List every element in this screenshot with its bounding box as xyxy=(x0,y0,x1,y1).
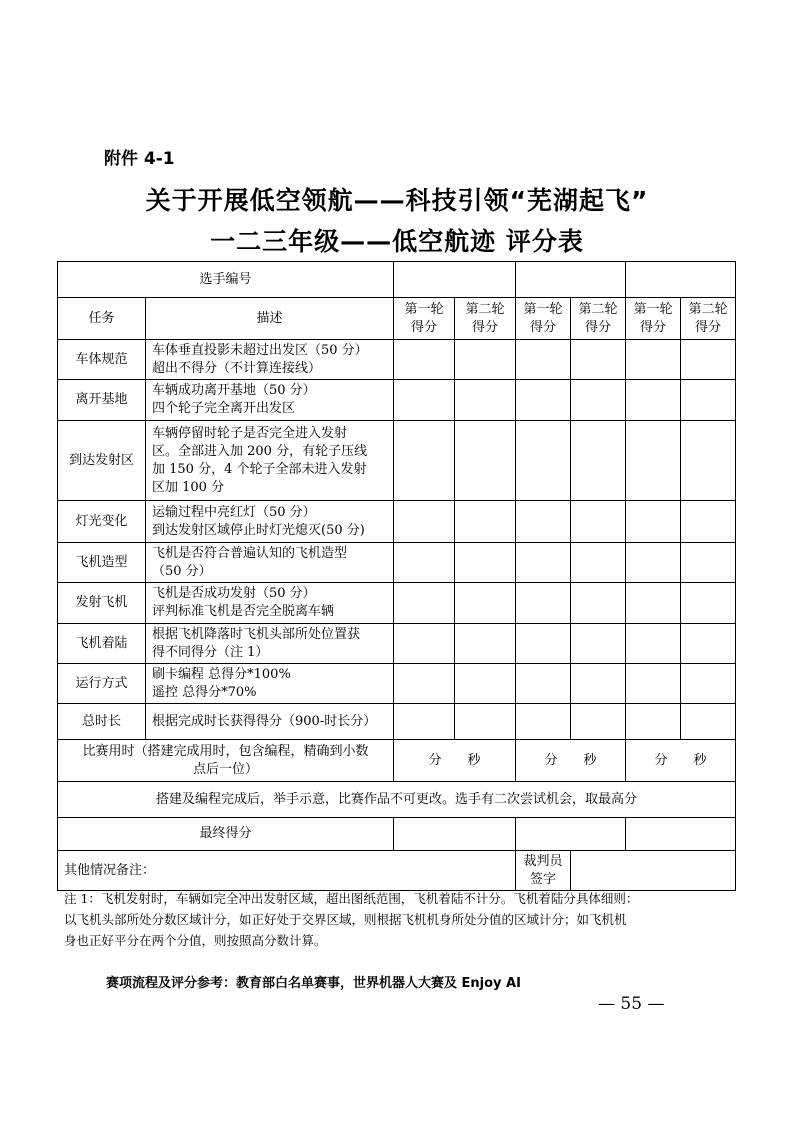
player-number-cell[interactable] xyxy=(516,262,626,298)
score-cell[interactable] xyxy=(455,380,516,421)
score-cell[interactable] xyxy=(394,624,455,664)
time-cell[interactable]: 分 秒 xyxy=(626,740,736,782)
score-cell[interactable] xyxy=(455,421,516,501)
task-label: 灯光变化 xyxy=(58,501,146,543)
time-label: 比赛用时（搭建完成用时，包含编程，精确到小数 点后一位） xyxy=(58,740,394,782)
player-number-label: 选手编号 xyxy=(58,262,394,298)
table-row xyxy=(58,543,736,583)
task-description: 根据完成时长获得得分（900-时长分） xyxy=(146,704,394,740)
score-cell[interactable] xyxy=(455,664,516,704)
score-cell[interactable] xyxy=(455,543,516,583)
time-cell[interactable]: 分 秒 xyxy=(516,740,626,782)
score-cell[interactable] xyxy=(516,704,571,740)
round-header: 第二轮 得分 xyxy=(681,298,736,340)
score-cell[interactable] xyxy=(516,380,571,421)
score-cell[interactable] xyxy=(626,624,681,664)
score-cell[interactable] xyxy=(571,340,626,380)
task-label: 到达发射区 xyxy=(58,421,146,501)
task-description: 飞机是否符合普遍认知的飞机造型 （50 分） xyxy=(146,543,394,583)
rule-note: 搭建及编程完成后，举手示意，比赛作品不可更改。选手有二次尝试机会，取最高分 xyxy=(58,782,736,818)
score-cell[interactable] xyxy=(681,583,736,624)
score-cell[interactable] xyxy=(626,421,681,501)
score-cell[interactable] xyxy=(455,624,516,664)
page-number: — 55 — xyxy=(598,994,665,1014)
score-cell[interactable] xyxy=(516,583,571,624)
score-cell[interactable] xyxy=(681,340,736,380)
round-header: 第一轮 得分 xyxy=(626,298,681,340)
task-label: 车体规范 xyxy=(58,340,146,380)
player-number-cell[interactable] xyxy=(394,262,516,298)
table-row xyxy=(58,583,736,624)
col-task-header: 任务 xyxy=(58,298,146,340)
task-label: 离开基地 xyxy=(58,380,146,421)
time-row xyxy=(58,740,736,782)
score-cell[interactable] xyxy=(681,664,736,704)
score-cell[interactable] xyxy=(626,340,681,380)
task-label: 总时长 xyxy=(58,704,146,740)
footnote-line: 以飞机头部所处分数区域计分，如正好处于交界区域，则根据飞机机身所处分值的区域计分；如飞机机 xyxy=(64,912,627,927)
task-label: 飞机造型 xyxy=(58,543,146,583)
score-cell[interactable] xyxy=(571,624,626,664)
score-cell[interactable] xyxy=(626,380,681,421)
score-cell[interactable] xyxy=(516,421,571,501)
final-score-cell[interactable] xyxy=(394,818,516,851)
score-cell[interactable] xyxy=(516,543,571,583)
score-cell[interactable] xyxy=(516,501,571,543)
score-cell[interactable] xyxy=(626,543,681,583)
table-row xyxy=(58,664,736,704)
footnote-line: 注 1：飞机发射时，车辆如完全冲出发射区域，超出图纸范围，飞机着陆不计分。飞机着陆分具体细则： xyxy=(64,891,639,906)
score-cell[interactable] xyxy=(571,501,626,543)
score-cell[interactable] xyxy=(681,421,736,501)
table-row xyxy=(58,624,736,664)
task-label: 飞机着陆 xyxy=(58,624,146,664)
judge-sign-cell[interactable] xyxy=(571,851,736,891)
reference-note: 赛项流程及评分参考：教育部白名单赛事，世界机器人大赛及 Enjoy AI xyxy=(106,976,521,991)
rule-note-row xyxy=(58,782,736,818)
judge-sign-label: 裁判员 签字 xyxy=(516,851,571,891)
player-number-cell[interactable] xyxy=(626,262,736,298)
final-score-label: 最终得分 xyxy=(58,818,394,851)
score-cell[interactable] xyxy=(394,380,455,421)
final-score-cell[interactable] xyxy=(516,818,626,851)
score-cell[interactable] xyxy=(394,340,455,380)
table-row xyxy=(58,501,736,543)
task-label: 发射飞机 xyxy=(58,583,146,624)
score-cell[interactable] xyxy=(571,543,626,583)
task-description: 飞机是否成功发射（50 分） 评判标准飞机是否完全脱离车辆 xyxy=(146,583,394,624)
score-cell[interactable] xyxy=(681,501,736,543)
footnote-line: 身也正好平分在两个分值，则按照高分数计算。 xyxy=(64,933,327,948)
score-cell[interactable] xyxy=(516,664,571,704)
remarks-row xyxy=(58,851,736,891)
score-cell[interactable] xyxy=(394,583,455,624)
score-cell[interactable] xyxy=(394,543,455,583)
score-cell[interactable] xyxy=(394,704,455,740)
round-header: 第二轮 得分 xyxy=(455,298,516,340)
player-number-row xyxy=(58,262,736,298)
round-header: 第二轮 得分 xyxy=(571,298,626,340)
score-cell[interactable] xyxy=(571,704,626,740)
score-table xyxy=(57,261,736,891)
score-cell[interactable] xyxy=(394,664,455,704)
table-row xyxy=(58,340,736,380)
task-description: 根据飞机降落时飞机头部所处位置获 得不同得分（注 1） xyxy=(146,624,394,664)
score-cell[interactable] xyxy=(394,501,455,543)
task-description: 运输过程中亮红灯（50 分） 到达发射区域停止时灯光熄灭(50 分) xyxy=(146,501,394,543)
header-row xyxy=(58,298,736,340)
score-cell[interactable] xyxy=(681,543,736,583)
score-cell[interactable] xyxy=(626,704,681,740)
task-description: 车体垂直投影未超过出发区（50 分） 超出不得分（不计算连接线） xyxy=(146,340,394,380)
task-label: 运行方式 xyxy=(58,664,146,704)
score-cell[interactable] xyxy=(681,624,736,664)
task-description: 刷卡编程 总得分*100% 遥控 总得分*70% xyxy=(146,664,394,704)
attachment-label: 附件 4-1 xyxy=(104,149,175,169)
round-header: 第一轮 得分 xyxy=(516,298,571,340)
score-cell[interactable] xyxy=(455,501,516,543)
col-desc-header: 描述 xyxy=(146,298,394,340)
score-cell[interactable] xyxy=(626,583,681,624)
score-cell[interactable] xyxy=(681,380,736,421)
score-cell[interactable] xyxy=(626,501,681,543)
time-cell[interactable]: 分 秒 xyxy=(394,740,516,782)
score-cell[interactable] xyxy=(455,704,516,740)
score-cell[interactable] xyxy=(516,624,571,664)
score-cell[interactable] xyxy=(626,664,681,704)
table-row xyxy=(58,704,736,740)
score-cell[interactable] xyxy=(455,583,516,624)
table-row xyxy=(58,380,736,421)
score-cell[interactable] xyxy=(394,421,455,501)
final-score-cell[interactable] xyxy=(626,818,736,851)
final-score-row xyxy=(58,818,736,851)
score-cell[interactable] xyxy=(571,664,626,704)
table-row xyxy=(58,421,736,501)
round-header: 第一轮 得分 xyxy=(394,298,455,340)
task-description: 车辆成功离开基地（50 分） 四个轮子完全离开出发区 xyxy=(146,380,394,421)
title-line-1: 关于开展低空领航——科技引领“芜湖起飞” xyxy=(145,186,649,215)
score-cell[interactable] xyxy=(571,421,626,501)
title-line-2: 一二三年级——低空航迹 评分表 xyxy=(210,227,584,256)
score-cell[interactable] xyxy=(681,704,736,740)
score-cell[interactable] xyxy=(455,340,516,380)
score-cell[interactable] xyxy=(516,340,571,380)
score-cell[interactable] xyxy=(571,583,626,624)
score-cell[interactable] xyxy=(571,380,626,421)
remarks-label[interactable]: 其他情况备注： xyxy=(58,851,516,891)
task-description: 车辆停留时轮子是否完全进入发射 区。全部进入加 200 分，有轮子压线 加 150 分，4 个轮子全部未进入发射 区加 100 分 xyxy=(146,421,394,501)
